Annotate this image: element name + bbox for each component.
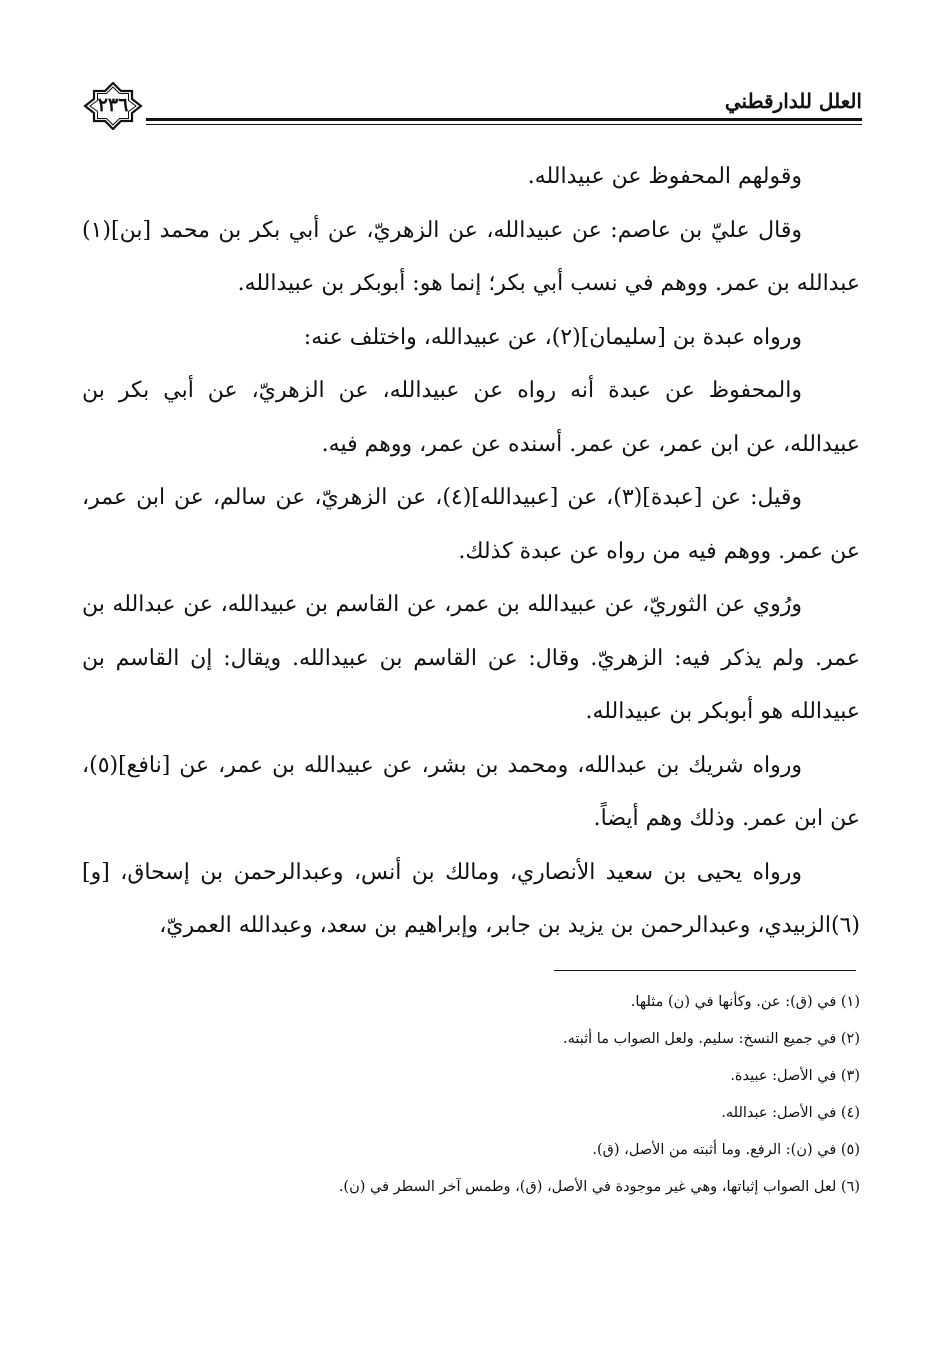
footnote: (٥) في (ن): الرفع. وما أثبته من الأصل، (ق). [592,1142,860,1158]
main-text [82,150,860,953]
paragraph: والمحفوظ عن عبدة أنه رواه عن عبيدالله، عن الزهريّ، عن أبي بكر بن عبيدالله، عن ابن عمر، عن عمر. أسنده عن عمر، ووهم فيه. [82,378,860,457]
paragraph: ورُوي عن الثوريّ، عن عبيدالله بن عمر، عن القاسم بن عبيدالله، عن عبدالله بن عمر. ولم يذكر فيه: الزهريّ. وقال: عن القاسم بن عبيدالله. ويقال: إن القاسم بن عبيدالله هو أبوبكر بن عبيدالله. [82,592,860,724]
paragraph: وقيل: عن [عبدة](٣)، عن [عبيدالله](٤)، عن الزهريّ، عن سالم، عن ابن عمر، عن عمر. ووهم فيه من رواه عن عبدة كذلك. [82,485,860,564]
footnote: (٦) لعل الصواب إثباتها، وهي غير موجودة في الأصل، (ق)، وطمس آخر السطر في (ن). [338,1179,860,1195]
page-header [82,82,862,130]
book-title: العلل للدارقطني [724,89,862,113]
footnote-separator [554,970,856,971]
page-number: ٢٣٦ [97,94,129,116]
footnote: (٤) في الأصل: عبدالله. [721,1105,860,1121]
paragraph: ورواه يحيى بن سعيد الأنصاري، ومالك بن أنس، وعبدالرحمن بن إسحاق، [و](٦)الزبيدي، وعبدالرحمن بن يزيد بن جابر، وإبراهيم بن سعد، وعبدالله العمريّ، [82,859,860,938]
footnote: (٣) في الأصل: عبيدة. [730,1068,860,1084]
paragraph: ورواه شريك بن عبدالله، ومحمد بن بشر، عن عبيدالله بن عمر، عن [نافع](٥)، عن ابن عمر. وذلك وهم أيضاً. [82,752,860,831]
paragraph: وقال عليّ بن عاصم: عن عبيدالله، عن الزهريّ، عن أبي بكر بن محمد [بن](١) عبدالله بن عمر. ووهم في نسب أبي بكر؛ إنما هو: أبوبكر بن عبيدالله. [82,217,860,296]
header-rule-thin [146,124,862,125]
header-rule-thick [146,118,862,121]
footnote: (١) في (ق): عن. وكأنها في (ن) مثلها. [630,994,860,1010]
footnote: (٢) في جميع النسخ: سليم. ولعل الصواب ما أثبته. [562,1031,860,1047]
paragraph: ورواه عبدة بن [سليمان](٢)، عن عبيدالله، واختلف عنه: [303,324,802,350]
footnotes [82,984,860,1206]
page-number-badge [82,82,144,130]
paragraph: وقولهم المحفوظ عن عبيدالله. [527,164,802,189]
